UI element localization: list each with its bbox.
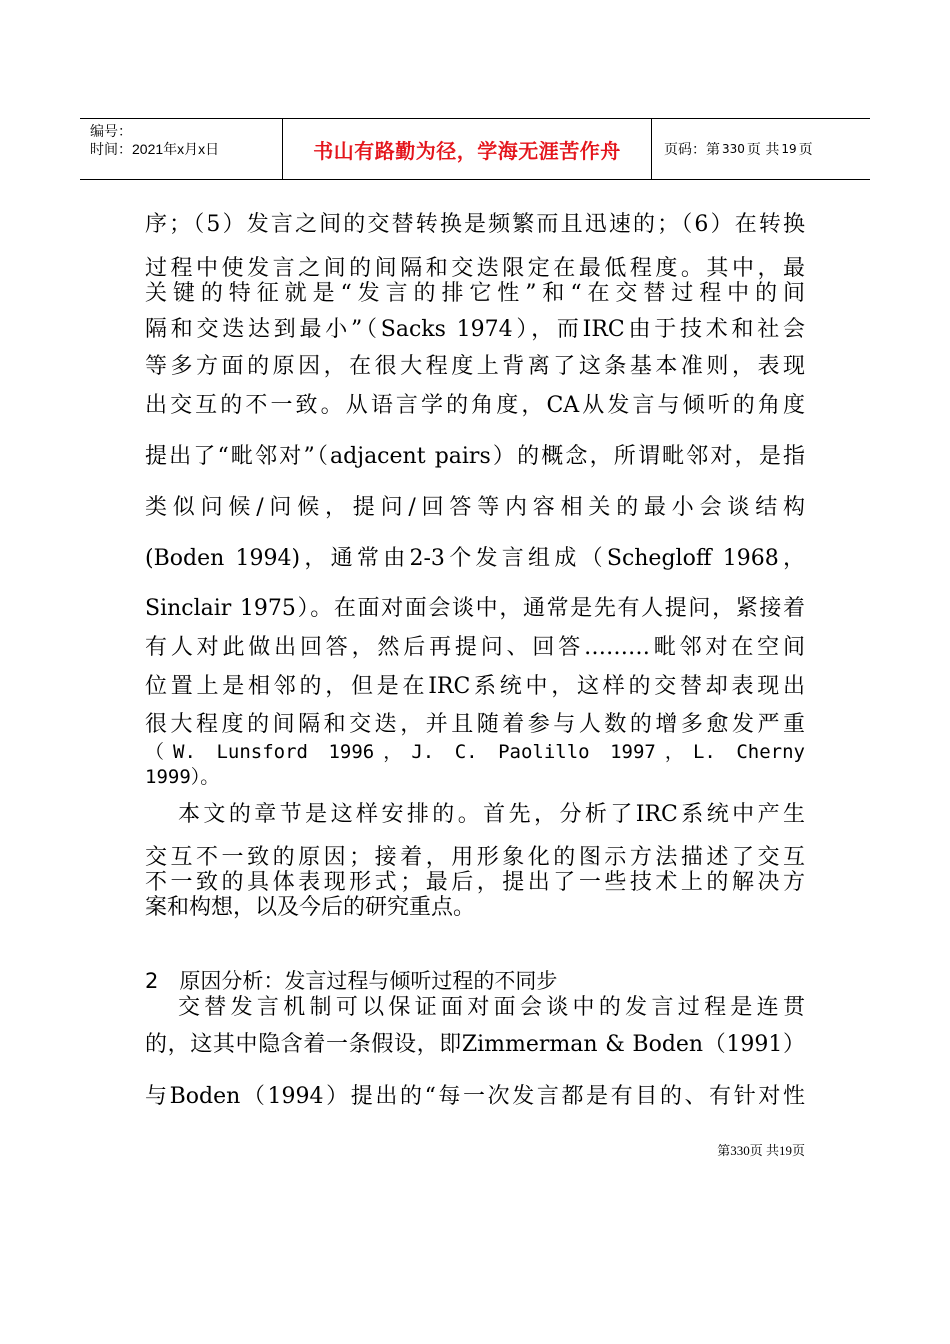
body-line: 过程中使发言之间的间隔和交迭限定在最低程度。其中，最 xyxy=(145,256,805,281)
page-mid: 页 共 xyxy=(746,142,780,158)
page-header xyxy=(80,118,870,180)
page-number: 330 xyxy=(722,142,745,156)
body-line-citation: （W. Lunsford 1996，J. C. Paolillo 1997，L. Cherny xyxy=(145,741,805,763)
header-meta xyxy=(80,119,282,179)
body-line: 类似问候/问候，提问/回答等内容相关的最小会谈结构 xyxy=(145,495,805,520)
page-footer: 第330页 共19页 xyxy=(717,1143,805,1158)
body-line: 不一致的具体表现形式；最后，提出了一些技术上的解决方 xyxy=(145,870,805,895)
body-line: 出交互的不一致。从语言学的角度，CA从发言与倾听的角度 xyxy=(145,393,805,418)
body-line: 交互不一致的原因；接着，用形象化的图示方法描述了交互 xyxy=(145,845,805,870)
body-line: (Boden 1994)，通常由2-3个发言组成（Schegloff 1968， xyxy=(145,546,805,571)
body-line: 案和构想，以及今后的研究重点。 xyxy=(145,895,476,920)
body-line: 位置上是相邻的，但是在IRC系统中，这样的交替却表现出 xyxy=(145,674,805,699)
body-line: 有人对此做出回答，然后再提问、回答………毗邻对在空间 xyxy=(145,635,805,660)
serial-label: 编号： xyxy=(90,123,132,139)
body-line-citation: 1999）。 xyxy=(145,766,220,788)
body-line: 本文的章节是这样安排的。首先，分析了IRC系统中产生 xyxy=(178,802,805,827)
section-line: 与Boden（1994）提出的“每一次发言都是有目的、有针对性 xyxy=(145,1084,805,1109)
body-line: 提出了“毗邻对”（adjacent pairs）的概念，所谓毗邻对，是指 xyxy=(145,444,805,469)
header-page-info xyxy=(652,119,870,179)
page-prefix: 页码：第 xyxy=(664,142,720,158)
page-total: 19 xyxy=(781,142,797,156)
header-motto: 书山有路勤为径，学海无涯苦作舟 xyxy=(282,119,652,179)
body-line: 等多方面的原因，在很大程度上背离了这条基本准则，表现 xyxy=(145,354,805,379)
time-label: 时间：2021年x月x日 xyxy=(90,141,220,157)
body-line: 序；（5）发言之间的交替转换是频繁而且迅速的；（6）在转换 xyxy=(145,212,805,237)
page-suffix: 页 xyxy=(798,142,813,158)
body-line: 关键的特征就是“发言的排它性”和“在交替过程中的间 xyxy=(145,281,805,306)
section-heading: 2 原因分析：发言过程与倾听过程的不同步 xyxy=(145,969,558,993)
body-line: 很大程度的间隔和交迭，并且随着参与人数的增多愈发严重 xyxy=(145,712,805,737)
section-line: 的，这其中隐含着一条假设，即Zimmerman & Boden（1991） xyxy=(145,1032,805,1057)
body-line: Sinclair 1975）。在面对面会谈中，通常是先有人提问，紧接着 xyxy=(145,596,805,621)
section-line: 交替发言机制可以保证面对面会谈中的发言过程是连贯 xyxy=(178,995,805,1020)
body-line: 隔和交迭达到最小”（Sacks 1974），而IRC由于技术和社会 xyxy=(145,317,805,342)
